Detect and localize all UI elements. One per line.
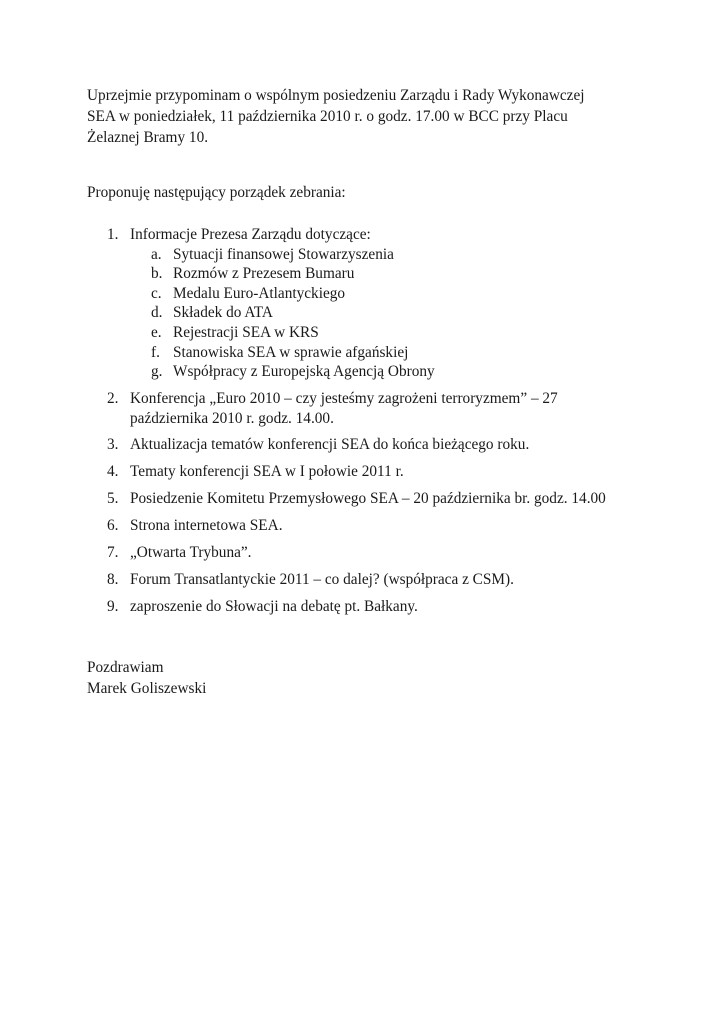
item-text: października 2010 r. godz. 14.00.	[130, 409, 334, 427]
signature: Marek Goliszewski	[87, 680, 207, 697]
item-text: zaproszenie do Słowacji na debatę pt. Bałkany.	[130, 598, 418, 615]
subitem-letter: a.	[151, 245, 162, 263]
closing-block	[87, 657, 206, 699]
item-number: 4.	[107, 463, 119, 480]
item-text: Strona internetowa SEA.	[130, 517, 283, 534]
intro-line: Żelaznej Bramy 10.	[87, 129, 209, 146]
subitem-text: Stanowiska SEA w sprawie afgańskiej	[173, 343, 409, 361]
subitem-letter: c.	[151, 284, 162, 302]
subitem-letter: g.	[151, 363, 163, 381]
item-number: 5.	[107, 490, 119, 507]
item-text: Tematy konferencji SEA w I połowie 2011 r.	[130, 463, 404, 480]
subitem-letter: d.	[151, 304, 163, 322]
agenda-lead: Proponuję następujący porządek zebrania:	[87, 184, 346, 201]
item-number: 7.	[107, 544, 119, 561]
greeting: Pozdrawiam	[87, 659, 164, 676]
subitem-letter: b.	[151, 265, 163, 283]
item-number: 2.	[107, 390, 119, 407]
subitem-text: Sytuacji finansowej Stowarzyszenia	[173, 245, 394, 263]
intro-paragraph	[87, 85, 647, 148]
intro-line: SEA w poniedziałek, 11 października 2010 r. o godz. 17.00 w BCC przy Placu	[87, 108, 568, 125]
subitem-letter: e.	[151, 324, 162, 341]
item-number: 8.	[107, 571, 119, 588]
item-text: Forum Transatlantyckie 2011 – co dalej? (współpraca z CSM).	[130, 571, 514, 588]
item-number: 9.	[107, 598, 119, 615]
item-number: 6.	[107, 517, 119, 534]
item-text: Aktualizacja tematów konferencji SEA do końca bieżącego roku.	[130, 436, 530, 453]
item-number: 3.	[107, 436, 119, 453]
subitem-text: Składek do ATA	[173, 304, 273, 322]
item-text: Konferencja „Euro 2010 – czy jesteśmy zagrożeni terroryzmem” – 27	[130, 390, 558, 407]
subitem-text: Medalu Euro-Atlantyckiego	[173, 284, 346, 302]
item-text: Informacje Prezesa Zarządu dotyczące:	[130, 226, 371, 243]
subitem-text: Rozmów z Prezesem Bumaru	[173, 265, 355, 283]
subitem-text: Współpracy z Europejską Agencją Obrony	[173, 363, 435, 381]
item-text: Posiedzenie Komitetu Przemysłowego SEA – 20 października br. godz. 14.00	[130, 490, 606, 507]
intro-line: Uprzejmie przypominam o wspólnym posiedzeniu Zarządu i Rady Wykonawczej	[87, 87, 585, 104]
subitem-letter: f.	[151, 343, 160, 361]
item-text: „Otwarta Trybuna”.	[130, 544, 252, 561]
item-number: 1.	[107, 226, 119, 243]
subitem-text: Rejestracji SEA w KRS	[173, 324, 319, 341]
